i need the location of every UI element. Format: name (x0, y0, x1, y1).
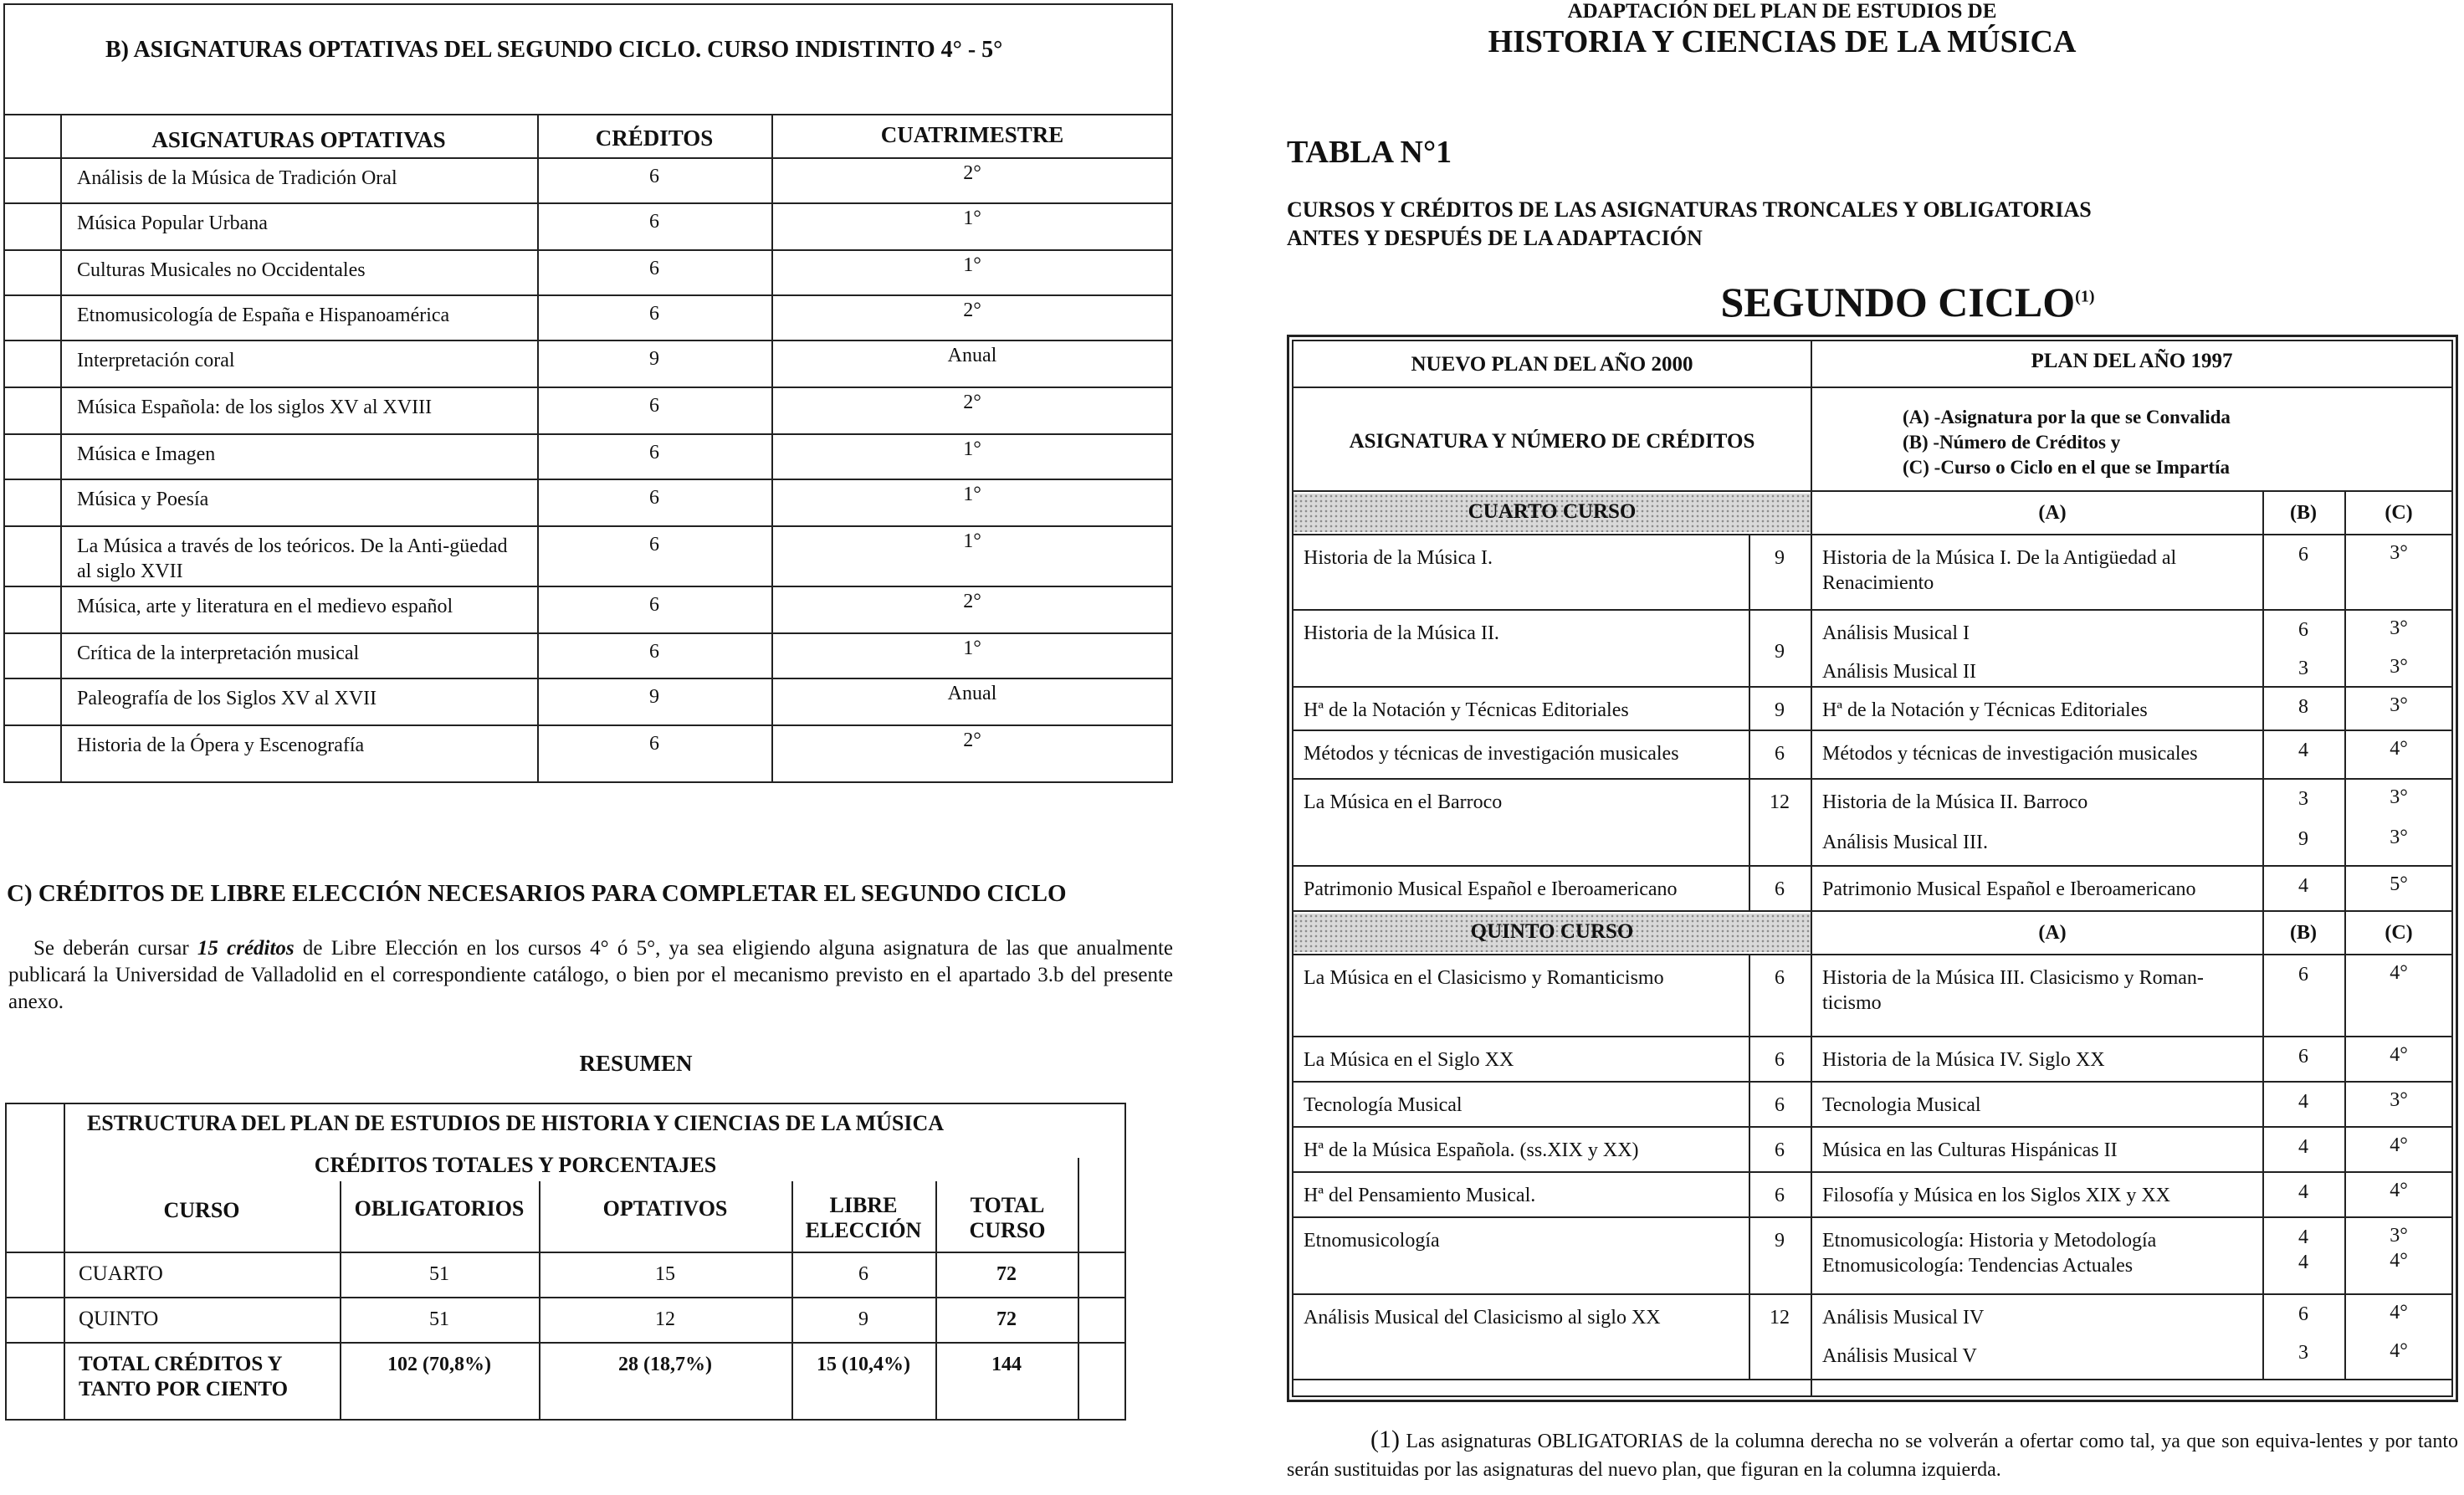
optativa-credits: 6 (649, 641, 659, 663)
cuarto-new-credits: 6 (1775, 743, 1785, 765)
optativa-name: Música Española: de los siglos XV al XVIII (77, 397, 433, 418)
col-old-header: PLAN DEL AÑO 1997 (2031, 350, 2233, 372)
col-new-subheader: ASIGNATURA Y NÚMERO DE CRÉDITOS (1349, 430, 1755, 453)
optativa-term: Anual (947, 683, 997, 704)
cuarto-new-subject: Métodos y técnicas de investigación musicales (1304, 743, 1679, 765)
optativa-credits: 6 (649, 594, 659, 616)
optativa-name: Interpretación coral (77, 350, 235, 371)
cuarto-old-credits: 3 (2298, 788, 2308, 810)
quinto-old-credits: 4 (2298, 1181, 2308, 1203)
quinto-old-credits: 6 (2298, 964, 2308, 986)
adaptacion-table (1287, 335, 2458, 1402)
quinto-divider (1292, 1171, 2453, 1173)
quinto-label: QUINTO CURSO (1470, 920, 1634, 943)
quinto-old-course-2: 4° (2390, 1340, 2408, 1362)
quinto-old-subject-2: Análisis Musical V (1822, 1345, 1977, 1367)
quinto-old-subject: Análisis Musical IV (1822, 1307, 1985, 1329)
quinto-divider (1292, 1081, 2453, 1083)
legend-a: (A) -Asignatura por la que se Convalida (1903, 407, 2231, 428)
quinto-new-credits: 6 (1775, 1094, 1785, 1116)
quinto-old-credits: 6 (2298, 1046, 2308, 1067)
quinto-header-c: (C) (2385, 922, 2413, 944)
quinto-old-credits: 4 (2298, 1226, 2308, 1248)
quinto-new-subject: La Música en el Siglo XX (1304, 1049, 1514, 1071)
quinto-divider (1292, 1293, 2453, 1295)
optativa-name: Música e Imagen (77, 443, 216, 465)
quinto-old-credits: 4 (2298, 1091, 2308, 1113)
optativa-name: Música, arte y literatura en el medievo español (77, 596, 453, 617)
cuarto-new-subject: Historia de la Música II. (1304, 622, 1499, 644)
resumen-row-optativos: 12 (655, 1308, 675, 1330)
resumen-row-curso: QUINTO (79, 1308, 159, 1330)
quinto-new-subject: Hª del Pensamiento Musical. (1304, 1185, 1536, 1206)
cuarto-header-a: (A) (2038, 502, 2067, 524)
quinto-old-subject: Tecnologia Musical (1822, 1094, 1981, 1116)
cuarto-new-subject: La Música en el Barroco (1304, 791, 1503, 813)
quinto-divider (1292, 1379, 2453, 1380)
optativas-row-divider (3, 157, 1173, 159)
optativa-credits: 9 (649, 686, 659, 708)
cuarto-old-credits: 4 (2298, 875, 2308, 897)
optativa-term: 1° (963, 207, 981, 229)
quinto-new-credits: 12 (1770, 1307, 1790, 1329)
resumen-table (5, 1103, 1126, 1421)
quinto-old-course: 4° (2390, 1180, 2408, 1201)
section-c-paragraph: Se deberán cursar 15 créditos de Libre Elección en los cursos 4° ó 5°, ya sea eligiendo alguna asignatura de las que anualmente publicará la Universidad de Valladolid en el correspondiente catálogo, o bien por el mecanismo previsto en el apartado 3.b del presente anexo. (8, 937, 1174, 1013)
resumen-row-obligatorios: 51 (429, 1308, 449, 1330)
quinto-new-credits: 6 (1775, 1185, 1785, 1206)
optativa-name: Historia de la Ópera y Escenografía (77, 735, 365, 756)
optativa-term: 1° (963, 637, 981, 659)
quinto-old-subject: Etnomusicología: Historia y Metodología (1822, 1230, 2157, 1252)
quinto-new-subject: Tecnología Musical (1304, 1094, 1463, 1116)
cuarto-new-credits: 9 (1775, 641, 1785, 663)
cuarto-old-credits-2: 3 (2298, 658, 2308, 679)
cuarto-old-credits: 8 (2298, 696, 2308, 718)
quinto-old-credits: 4 (2298, 1136, 2308, 1158)
cuarto-old-credits: 6 (2298, 544, 2308, 566)
quinto-divider (1292, 954, 2453, 955)
cuarto-old-course-2: 3° (2390, 827, 2408, 848)
quinto-divider (1292, 1036, 2453, 1037)
cuarto-old-subject: Historia de la Música II. Barroco (1822, 791, 2088, 813)
optativas-row-divider (3, 249, 1173, 251)
optativa-name: Crítica de la interpretación musical (77, 643, 360, 664)
optativa-credits: 6 (649, 733, 659, 755)
optativas-header-term: CUATRIMESTRE (880, 122, 1064, 147)
optativa-name: Música Popular Urbana (77, 212, 268, 234)
resumen-row-total: 72 (996, 1263, 1017, 1285)
footnote: (1) Las asignaturas OBLIGATORIAS de la columna derecha no se volverán a ofertar como tal, ya que son equiva-lentes y por tanto serán sustituidas por las asignaturas del nuevo plan, que figuran en la columna izquierda. (1287, 1426, 2458, 1481)
optativas-row-divider (3, 387, 1173, 388)
optativa-name: Paleografía de los Siglos XV al XVII (77, 688, 377, 709)
credits-emphasis: 15 créditos (197, 937, 295, 960)
optativa-term: 2° (963, 392, 981, 413)
optativa-credits: 6 (649, 487, 659, 509)
optativa-credits: 6 (649, 442, 659, 463)
optativa-term: 1° (963, 438, 981, 460)
optativa-credits: 6 (649, 166, 659, 187)
optativas-row-divider (3, 678, 1173, 679)
resumen-row-libre: 6 (858, 1263, 868, 1285)
col-new-header: NUEVO PLAN DEL AÑO 2000 (1411, 353, 1693, 376)
cuarto-header-b: (B) (2290, 502, 2317, 524)
section-c-title: C) CRÉDITOS DE LIBRE ELECCIÓN NECESARIOS PARA COMPLETAR EL SEGUNDO CICLO (7, 880, 1067, 907)
cuarto-old-credits-2: 9 (2298, 828, 2308, 850)
cuarto-old-subject: Análisis Musical I (1822, 622, 1970, 644)
quinto-header-b: (B) (2290, 922, 2317, 944)
cuarto-divider (1292, 865, 2453, 867)
cuarto-new-credits: 9 (1775, 547, 1785, 569)
optativas-row-divider (3, 525, 1173, 527)
quinto-new-subject: La Música en el Clasicismo y Romanticismo (1304, 967, 1664, 989)
header-big: HISTORIA Y CIENCIAS DE LA MÚSICA (1488, 24, 2077, 59)
quinto-old-course: 4° (2390, 962, 2408, 984)
quinto-old-subject: Música en las Culturas Hispánicas II (1822, 1139, 2118, 1161)
optativa-term: 2° (963, 591, 981, 612)
quinto-old-course: 3° (2390, 1225, 2408, 1247)
optativa-credits: 6 (649, 303, 659, 325)
cuarto-label: CUARTO CURSO (1468, 500, 1637, 523)
optativa-term: Anual (947, 345, 997, 366)
optativas-table (3, 114, 1173, 783)
resumen-row-optativos: 28 (18,7%) (618, 1354, 712, 1375)
optativa-term: 2° (963, 730, 981, 751)
quinto-old-credits: 6 (2298, 1303, 2308, 1325)
resumen-row-obligatorios: 51 (429, 1263, 449, 1285)
quinto-old-subject-2: Etnomusicología: Tendencias Actuales (1822, 1255, 2134, 1277)
optativas-header-name: ASIGNATURAS OPTATIVAS (151, 127, 446, 152)
cuarto-old-credits: 4 (2298, 740, 2308, 761)
optativas-row-divider (3, 433, 1173, 435)
quinto-old-course: 4° (2390, 1134, 2408, 1156)
cuarto-new-credits: 9 (1775, 699, 1785, 721)
cuarto-divider (1292, 778, 2453, 780)
quinto-old-subject: Historia de la Música III. Clasicismo y Roman-ticismo (1822, 967, 2204, 1014)
quinto-new-credits: 6 (1775, 1139, 1785, 1161)
cuarto-old-course: 3° (2390, 542, 2408, 564)
cuarto-new-credits: 12 (1770, 791, 1790, 813)
resumen-header-obligatorios: OBLIGATORIOS (354, 1196, 525, 1221)
optativa-credits: 6 (649, 258, 659, 279)
quinto-old-course: 3° (2390, 1089, 2408, 1111)
footnote-mark: (1) (1370, 1426, 1400, 1453)
resumen-row-curso: CUARTO (79, 1262, 163, 1285)
quinto-old-course: 4° (2390, 1302, 2408, 1323)
cuarto-old-course: 4° (2390, 738, 2408, 760)
quinto-old-subject: Filosofía y Música en los Siglos XIX y XX (1822, 1185, 2170, 1206)
resumen-header-optativos: OPTATIVOS (602, 1196, 728, 1221)
resumen-title: RESUMEN (579, 1051, 693, 1076)
optativas-row-divider (3, 340, 1173, 341)
optativa-name: Etnomusicología de España e Hispanoamérica (77, 305, 450, 326)
cuarto-old-course-2: 3° (2390, 656, 2408, 678)
optativas-row-divider (3, 586, 1173, 587)
cuarto-divider (1292, 534, 2453, 535)
cuarto-old-credits: 6 (2298, 619, 2308, 641)
optativas-row-divider (3, 724, 1173, 726)
optativa-term: 2° (963, 162, 981, 184)
resumen-table-title: ESTRUCTURA DEL PLAN DE ESTUDIOS DE HISTORIA Y CIENCIAS DE LA MÚSICA (86, 1111, 945, 1135)
resumen-row-curso: TOTAL CRÉDITOS Y TANTO POR CIENTO (79, 1353, 289, 1400)
quinto-old-credits-2: 3 (2298, 1342, 2308, 1364)
optativa-term: 1° (963, 530, 981, 552)
section-b-title: B) ASIGNATURAS OPTATIVAS DEL SEGUNDO CICLO. CURSO INDISTINTO 4° - 5° (105, 37, 1003, 63)
cuarto-divider (1292, 910, 2453, 912)
cuarto-divider (1292, 730, 2453, 731)
optativa-name: Música y Poesía (77, 489, 209, 510)
quinto-old-course-2: 4° (2390, 1250, 2408, 1272)
header-small: ADAPTACIÓN DEL PLAN DE ESTUDIOS DE (1567, 0, 1997, 23)
cuarto-old-course: 3° (2390, 786, 2408, 808)
resumen-row-libre: 9 (858, 1308, 868, 1330)
quinto-divider (1292, 1216, 2453, 1218)
quinto-new-subject: Etnomusicología (1304, 1230, 1440, 1252)
resumen-header-total: TOTAL CURSO (969, 1193, 1046, 1242)
legend (1903, 405, 2231, 480)
optativa-name: La Música a través de los teóricos. De la Anti-güedad al siglo XVII (77, 535, 508, 582)
quinto-old-course: 4° (2390, 1044, 2408, 1066)
resumen-table-subtitle: CRÉDITOS TOTALES Y PORCENTAJES (314, 1153, 717, 1177)
cuarto-divider (1292, 686, 2453, 688)
cuarto-old-course: 3° (2390, 694, 2408, 716)
quinto-new-credits: 9 (1775, 1230, 1785, 1252)
cuarto-old-subject: Patrimonio Musical Español e Iberoamericano (1822, 878, 2196, 900)
cuarto-new-subject: Historia de la Música I. (1304, 547, 1493, 569)
legend-c: (C) -Curso o Ciclo en el que se Impartía (1903, 457, 2230, 478)
optativa-credits: 6 (649, 534, 659, 556)
resumen-row-libre: 15 (10,4%) (817, 1354, 910, 1375)
optativa-term: 2° (963, 300, 981, 321)
optativa-name: Análisis de la Música de Tradición Oral (77, 167, 397, 189)
quinto-header-a: (A) (2038, 922, 2067, 944)
cuarto-old-subject-2: Análisis Musical III. (1822, 832, 1988, 853)
cuarto-old-subject: Historia de la Música I. De la Antigüedad al Renacimiento (1822, 547, 2177, 594)
quinto-old-credits-2: 4 (2298, 1252, 2308, 1273)
cuarto-new-credits: 6 (1775, 878, 1785, 900)
cuarto-new-subject: Patrimonio Musical Español e Iberoamericano (1304, 878, 1678, 900)
cuarto-old-subject: Hª de la Notación y Técnicas Editoriales (1822, 699, 2148, 721)
cuarto-old-subject: Métodos y técnicas de investigación musicales (1822, 743, 2198, 765)
tabla-subtitle-2: ANTES Y DESPUÉS DE LA ADAPTACIÓN (1287, 226, 1703, 250)
quinto-new-subject: Análisis Musical del Clasicismo al siglo XX (1304, 1307, 1661, 1329)
resumen-header-libre: LIBRE ELECCIÓN (805, 1193, 922, 1242)
cuarto-old-subject-2: Análisis Musical II (1822, 661, 1976, 683)
optativas-row-divider (3, 479, 1173, 480)
cuarto-new-subject: Hª de la Notación y Técnicas Editoriales (1304, 699, 1629, 721)
quinto-divider (1292, 1126, 2453, 1128)
quinto-new-credits: 6 (1775, 967, 1785, 989)
cuarto-old-course: 3° (2390, 617, 2408, 639)
quinto-old-subject: Historia de la Música IV. Siglo XX (1822, 1049, 2105, 1071)
resumen-header-curso: CURSO (163, 1198, 240, 1222)
optativas-row-divider (3, 202, 1173, 204)
resumen-row-total: 72 (996, 1308, 1017, 1330)
optativa-term: 1° (963, 254, 981, 276)
cuarto-header-c: (C) (2385, 502, 2413, 524)
optativas-row-divider (3, 294, 1173, 296)
optativa-term: 1° (963, 484, 981, 505)
resumen-row-obligatorios: 102 (70,8%) (387, 1354, 491, 1375)
quinto-new-subject: Hª de la Música Española. (ss.XIX y XX) (1304, 1139, 1639, 1161)
resumen-row-optativos: 15 (655, 1263, 675, 1285)
optativa-credits: 9 (649, 348, 659, 370)
optativa-credits: 6 (649, 395, 659, 417)
optativas-row-divider (3, 632, 1173, 634)
tabla-title: TABLA N°1 (1287, 135, 1452, 170)
resumen-row-total: 144 (991, 1354, 1022, 1375)
optativa-name: Culturas Musicales no Occidentales (77, 259, 366, 281)
cuarto-divider (1292, 609, 2453, 611)
legend-b: (B) -Número de Créditos y (1903, 432, 2121, 453)
optativa-credits: 6 (649, 211, 659, 233)
tabla-subtitle-1: CURSOS Y CRÉDITOS DE LAS ASIGNATURAS TRONCALES Y OBLIGATORIAS (1287, 197, 2092, 222)
segundo-ciclo-title: SEGUNDO CICLO$^{(1)}$ (1720, 279, 2095, 325)
optativas-header-credits: CRÉDITOS (595, 125, 714, 151)
quinto-new-credits: 6 (1775, 1049, 1785, 1071)
cuarto-old-course: 5° (2390, 873, 2408, 895)
